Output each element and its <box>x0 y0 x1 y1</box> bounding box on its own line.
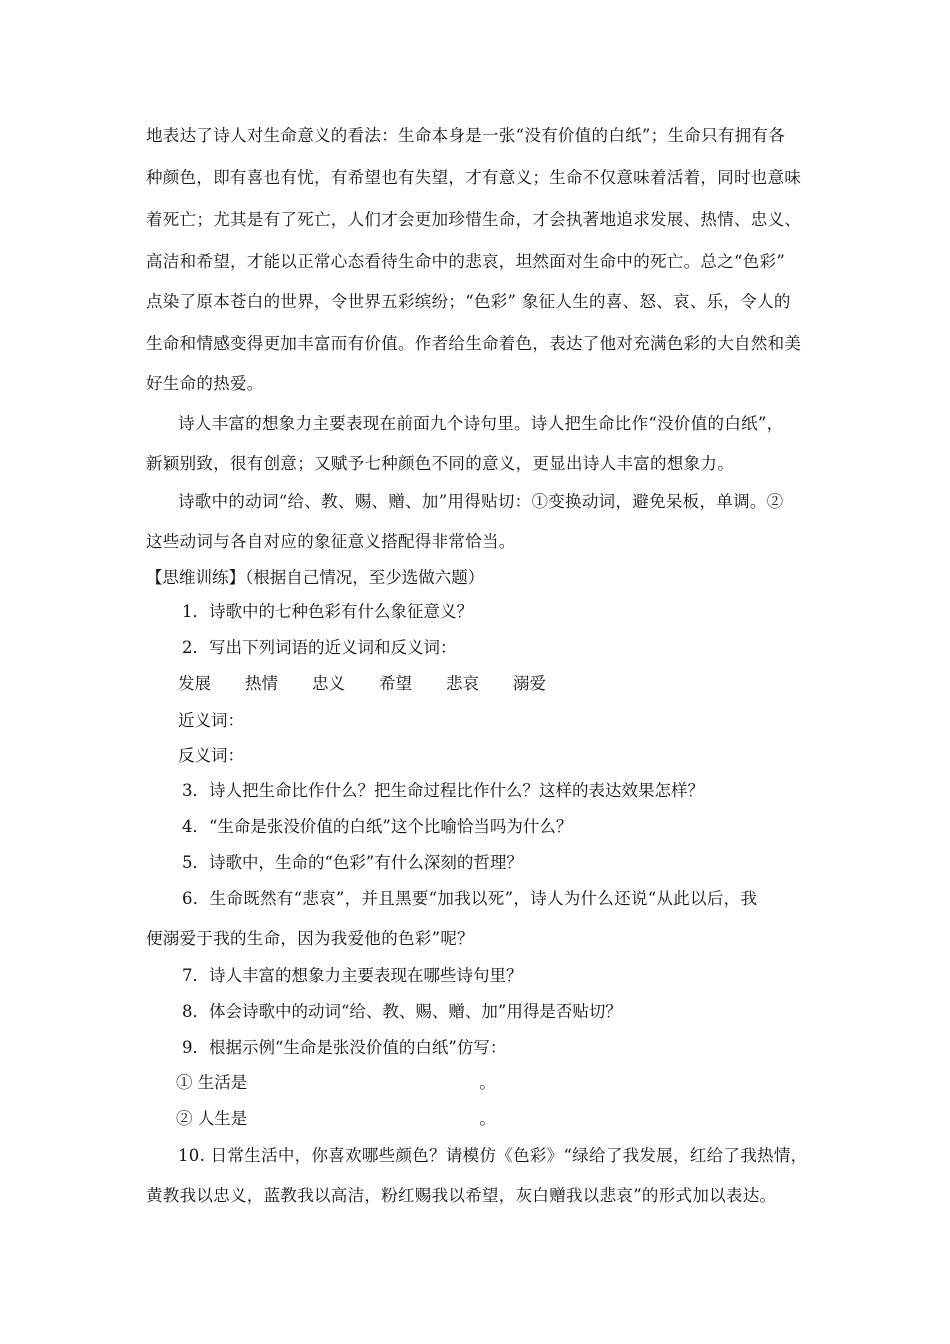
vocab-word: 悲哀 <box>446 674 479 693</box>
analysis-line-6: 生命和情感变得更加丰富而有价值。作者给生命着色，表达了他对充满色彩的大自然和美 <box>146 334 802 353</box>
question-6-line-1: 6．生命既然有“悲哀”，并且黑要“加我以死”，诗人为什么还说“从此以后，我 <box>182 889 758 908</box>
q9-answer-a-label: ① 生活是 <box>176 1073 248 1092</box>
question-10-line-1: 10. 日常生活中，你喜欢哪些颜色？请模仿《色彩》“绿给了我发展，红给了我热情， <box>178 1146 808 1165</box>
vocab-word: 溺爱 <box>513 674 546 693</box>
analysis-line-1: 地表达了诗人对生命意义的看法：生命本身是一张“没有价值的白纸”；生命只有拥有各 <box>146 126 786 145</box>
analysis-line-2: 种颜色，即有喜也有忧，有希望也有失望，才有意义；生命不仅意味着活着，同时也意味 <box>146 168 802 187</box>
q9-answer-b-label: ② 人生是 <box>176 1109 248 1128</box>
verbs-line-2: 这些动词与各自对应的象征意义搭配得非常恰当。 <box>146 532 516 551</box>
verbs-line-1: 诗歌中的动词“给、教、赐、赠、加”用得贴切：①变换动词，避免呆板，单调。② <box>178 492 784 511</box>
question-8: 8．体会诗歌中的动词“给、教、赐、赠、加”用得是否贴切？ <box>182 1002 622 1021</box>
analysis-line-5: 点染了原本苍白的世界，令世界五彩缤纷；“色彩” 象征人生的喜、怒、哀、乐，令人的 <box>146 292 791 311</box>
training-heading: 【思维训练】（根据自己情况，至少选做六题） <box>146 568 485 587</box>
analysis-line-3: 着死亡；尤其是有了死亡，人们才会更加珍惜生命，才会执著地追求发展、热情、忠义、 <box>146 210 802 229</box>
question-9: 9．根据示例“生命是张没价值的白纸”仿写： <box>182 1038 507 1057</box>
q9-answer-b-end: 。 <box>479 1109 496 1128</box>
q9-answer-b <box>176 1111 496 1128</box>
antonym-label: 反义词： <box>178 746 244 765</box>
question-2: 2．写出下列词语的近义词和反义词： <box>182 638 457 657</box>
q9-answer-a-end: 。 <box>479 1073 496 1092</box>
analysis-line-4: 高洁和希望，才能以正常心态看待生命中的悲哀，坦然面对生命中的死亡。总之“色彩” <box>146 252 786 271</box>
question-4: 4．“生命是张没价值的白纸”这个比喻恰当吗为什么？ <box>182 817 573 836</box>
imagination-line-2: 新颖别致，很有创意；又赋予七种颜色不同的意义，更显出诗人丰富的想象力。 <box>146 454 734 473</box>
q9-answer-a <box>176 1075 496 1092</box>
question-6-line-2: 便溺爱于我的生命，因为我爱他的色彩”呢？ <box>146 929 474 948</box>
synonym-label: 近义词： <box>178 711 244 730</box>
vocab-word: 发展 <box>178 674 211 693</box>
question-7: 7．诗人丰富的想象力主要表现在哪些诗句里？ <box>182 966 523 985</box>
analysis-line-7: 好生命的热爱。 <box>146 374 264 393</box>
question-5: 5．诗歌中，生命的“色彩”有什么深刻的哲理？ <box>182 853 523 872</box>
question-1: 1．诗歌中的七种色彩有什么象征意义？ <box>182 602 473 621</box>
vocab-word: 热情 <box>245 674 278 693</box>
vocab-word: 希望 <box>379 674 412 693</box>
imagination-line-1: 诗人丰富的想象力主要表现在前面九个诗句里。诗人把生命比作“没价值的白纸”， <box>178 414 784 433</box>
vocab-word: 忠义 <box>312 674 345 693</box>
vocab-word-row <box>178 676 580 693</box>
question-3: 3．诗人把生命比作什么？把生命过程比作什么？这样的表达效果怎样？ <box>182 781 704 800</box>
question-10-line-2: 黄教我以忠义，蓝教我以高洁，粉红赐我以希望，灰白赠我以悲哀”的形式加以表达。 <box>146 1186 777 1205</box>
